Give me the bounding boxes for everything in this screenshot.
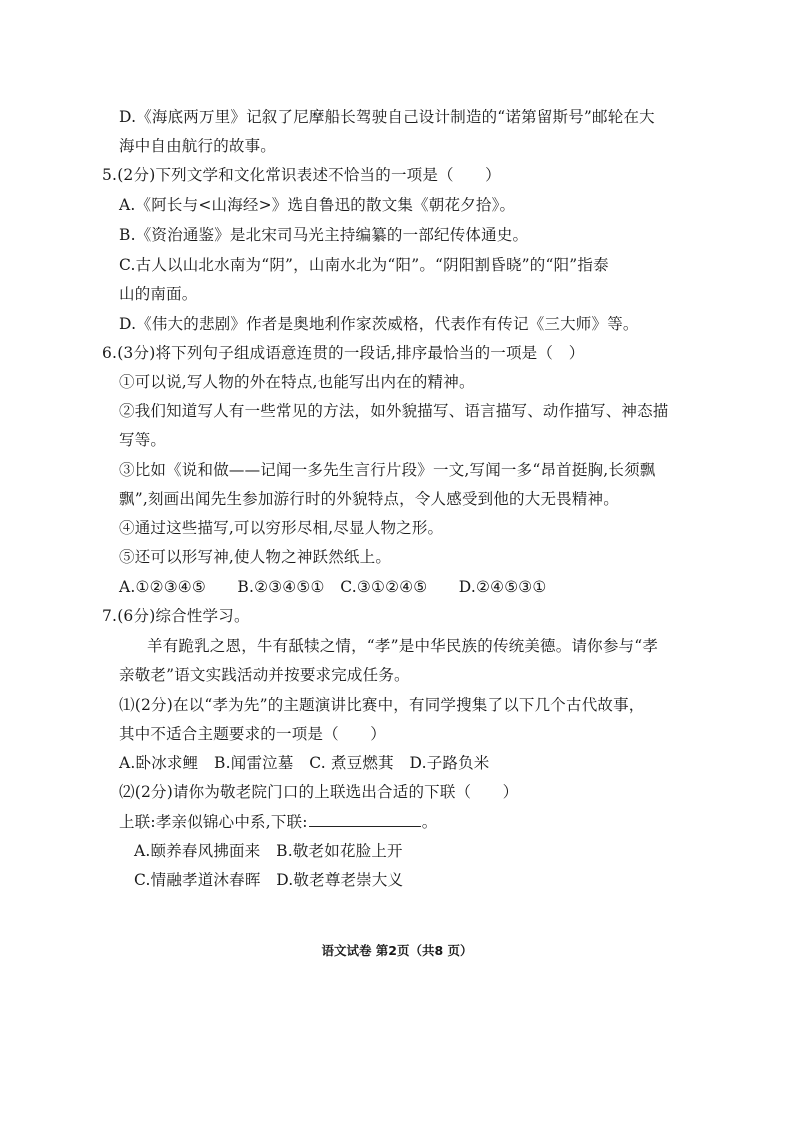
q7-intro-line1: 羊有跪乳之恩，牛有舐犊之情，“孝”是中华民族的传统美德。请你参与“孝 <box>147 637 659 655</box>
q6-sentence-2-line1: ②我们知道写人有一些常见的方法，如外貌描写、语言描写、动作描写、神态描 <box>119 402 669 420</box>
q6-options: A.①②③④⑤ B.②③④⑤① C.③①②④⑤ D.②④⑤③① <box>119 578 547 596</box>
question-7-stem: 7.(6分)综合性学习。 <box>102 607 250 625</box>
q7-couplet-line <box>119 811 437 833</box>
q6-sentence-4: ④通过这些描写,可以穷形尽相,尽显人物之形。 <box>119 519 444 537</box>
q7-part2-options-row2: C.情融孝道沐春晖 D.敬老尊老崇大义 <box>134 871 404 889</box>
q5-option-c-line2: 山的南面。 <box>119 285 198 303</box>
q4-option-d-line1: D.《海底两万里》记叙了尼摩船长驾驶自己设计制造的“诺第留斯号”邮轮在大 <box>119 108 655 126</box>
q7-intro-line2: 亲敬老”语文实践活动并按要求完成任务。 <box>119 666 410 684</box>
q5-option-c-line1: C.古人以山北水南为“阴”，山南水北为“阳”。“阴阳割昏晓”的“阳”指泰 <box>119 256 609 274</box>
couplet-end-mark: 。 <box>421 813 438 831</box>
q6-sentence-3-line2: 飘”,刻画出闻先生参加游行时的外貌特点，令人感受到他的大无畏精神。 <box>119 490 619 508</box>
question-5-stem: 5.(2分)下列文学和文化常识表述不恰当的一项是（ ） <box>102 166 501 184</box>
page-footer: 语文试卷 第2页（共8 页） <box>321 943 473 958</box>
q6-sentence-2-line2: 写等。 <box>119 431 167 449</box>
q6-sentence-5: ⑤还可以形写神,使人物之神跃然纸上。 <box>119 548 392 566</box>
q7-part1-options: A.卧冰求鲤 B.闻雷泣墓 C. 煮豆燃萁 D.子路负米 <box>119 754 490 772</box>
q7-part2-options-row1: A.颐养春风拂面来 B.敬老如花脸上开 <box>134 842 403 860</box>
q7-part2-stem: ⑵(2分)请你为敬老院门口的上联选出合适的下联（ ） <box>119 783 519 801</box>
question-6-stem: 6.(3分)将下列句子组成语意连贯的一段话,排序最恰当的一项是（ ） <box>102 344 585 362</box>
q6-sentence-1: ①可以说,写人物的外在特点,也能写出内在的精神。 <box>119 373 475 391</box>
q4-option-d-line2: 海中自由航行的故事。 <box>119 137 277 155</box>
answer-blank[interactable] <box>309 812 421 827</box>
q7-part1-line2: 其中不适合主题要求的一项是（ ） <box>119 725 386 743</box>
q5-option-a: A.《阿长与<山海经>》选自鲁迅的散文集《朝花夕拾》。 <box>119 196 516 214</box>
q7-part1-line1: ⑴(2分)在以“孝为先”的主题演讲比赛中，有同学搜集了以下几个古代故事， <box>119 696 645 714</box>
q5-option-b: B.《资治通鉴》是北宋司马光主持编纂的一部纪传体通史。 <box>119 226 529 244</box>
couplet-prompt: 上联:孝亲似锦心中系,下联: <box>119 813 308 831</box>
q5-option-d: D.《伟大的悲剧》作者是奥地利作家茨威格，代表作有传记《三大师》等。 <box>119 315 639 333</box>
q6-sentence-3-line1: ③比如《说和做——记闻一多先生言行片段》一文,写闻一多“昂首挺胸,长须飘 <box>119 461 656 479</box>
